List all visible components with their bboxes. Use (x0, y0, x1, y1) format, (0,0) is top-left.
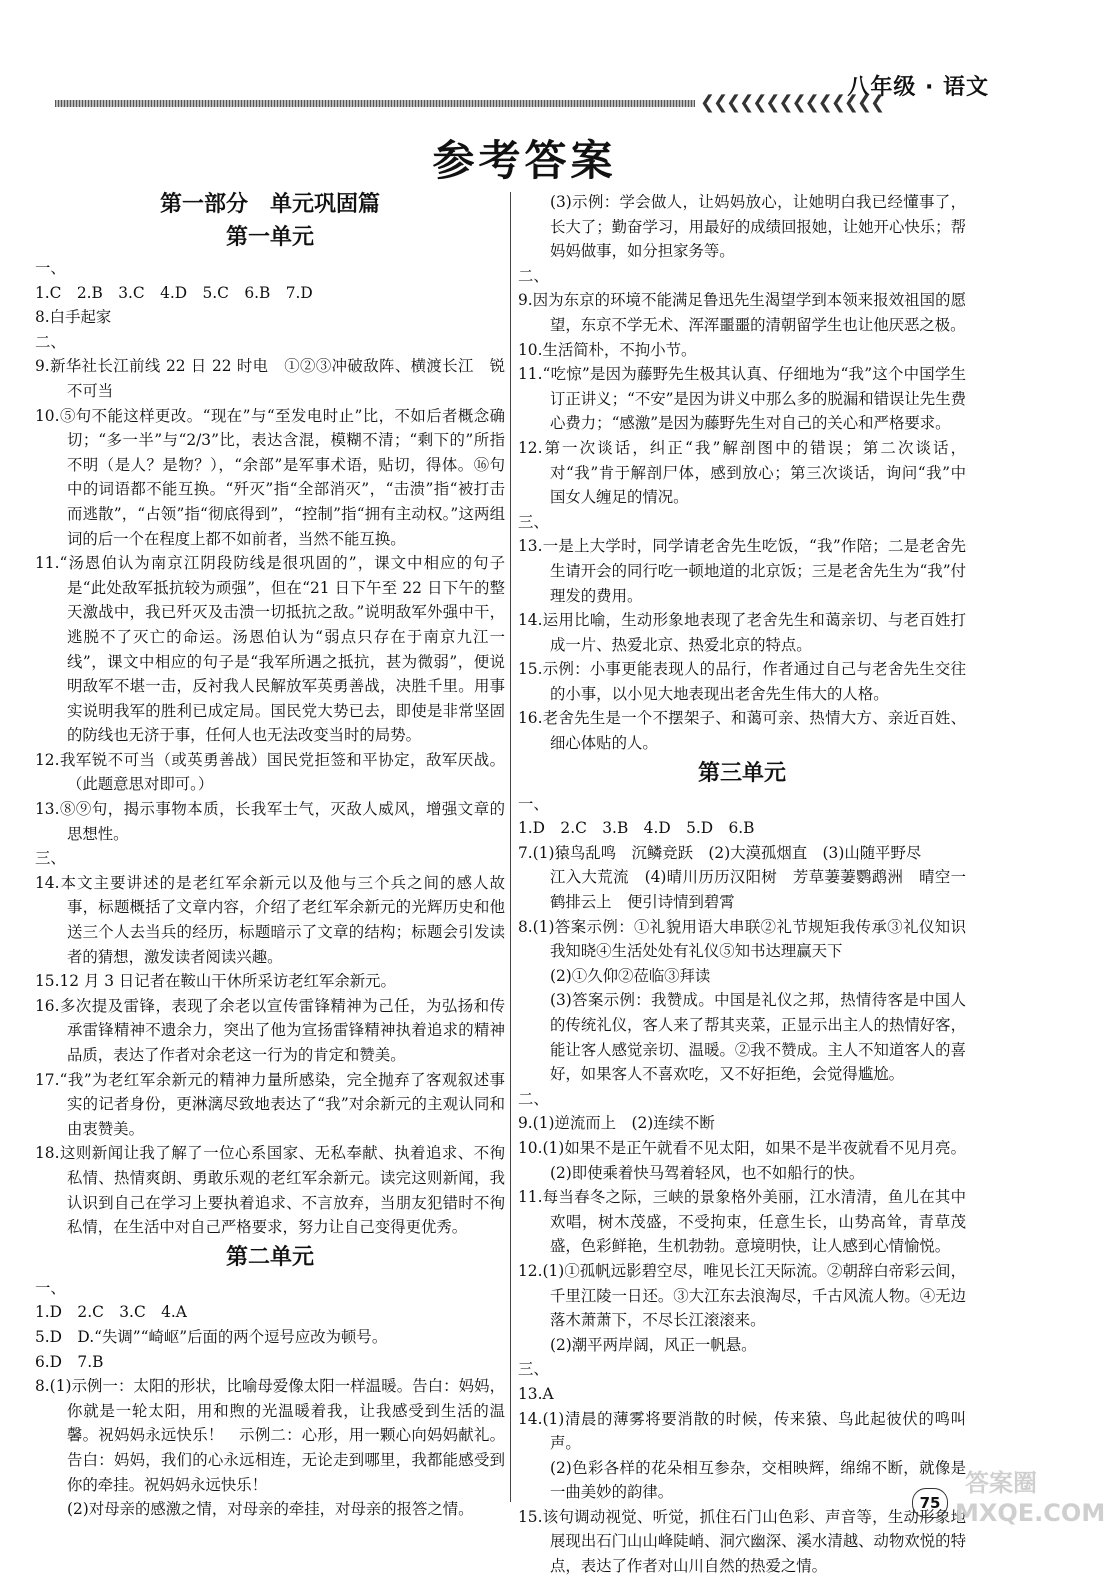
answer-line: (3)示例：学会做人，让妈妈放心，让她明白我已经懂事了，长大了；勤奋学习，用最好的成绩回报她，让她开心快乐；帮妈妈做事，如分担家务等。 (550, 193, 966, 261)
unit-1-title: 第一单元 (225, 225, 314, 250)
answer-line: 一、 (35, 1278, 66, 1297)
answer-line: 11.“汤恩伯认为南京江阴段防线是很巩固的”，课文中相应的句子是“此处敌军抵抗较为顽强”，但在“21 日下午至 22 日下午的整天激战中，我已歼灭及击溃一切抵抗之敌。”说明敌军外强中干，逃脱不了灭亡的命运。汤恩伯认为“弱点只存在于南京九江一线”，课文中相应的句子是“我军所遇之抵抗，甚为微弱”，便说明敌军不堪一击，反衬我人民解放军英勇善战，决胜千里。用事实说明我军的胜利已成定局。国民党大势已去，即使是非常坚固的防线也无济于事，任何人也无法改变当时的局势。 (35, 554, 505, 745)
page-header (0, 0, 1049, 120)
answer-line: 11.“吃惊”是因为藤野先生极其认真、仔细地为“我”这个中国学生订正讲义；“不安”是因为讲义中那么多的脱漏和错误让先生费心费力；“感激”是因为藤野先生对自己的关心和严格要求。 (518, 365, 966, 433)
answer-line: 10.⑤句不能这样更改。“现在”与“至发电时止”比，不如后者概念确切；“多一半”与“2/3”比，表达含混，模糊不清；“剩下的”所指不明（是人？是物？），“余部”是军事术语，贴切，得体。⑯句中的词语都不能互换。“歼灭”指“全部消灭”，“击溃”指“被打击而逃散”，“占领”指“彻底得到”，“控制”指“拥有主动权。”这两组词的后一个在程度上都不如前者，当然不能互换。 (35, 406, 505, 548)
answer-line: 14.运用比喻，生动形象地表现了老舍先生和蔼亲切、与老百姓打成一片、热爱北京、热爱北京的特点。 (518, 611, 966, 654)
answer-line: 9.新华社长江前线 22 日 22 时电 ①②③冲破敌阵、横渡长江 锐不可当 (35, 357, 505, 400)
answer-line: 8.(1)答案示例：①礼貌用语大串联②礼节规矩我传承③礼仪知识我知晓④生活处处有礼仪⑤知书达理赢天下 (518, 917, 966, 961)
page-number: 75 (912, 1488, 948, 1518)
answer-line: 11.每当春冬之际，三峡的景象格外美丽，江水清清，鱼儿在其中欢唱，树木茂盛，不受拘束，任意生长，山势高耸，青草茂盛，色彩鲜艳，生机勃勃。意境明快，让人感到心情愉悦。 (518, 1188, 966, 1256)
part-title: 第一部分 单元巩固篇 (159, 192, 380, 217)
answer-line: (2)潮平两岸阔，风正一帆悬。 (550, 1335, 757, 1354)
answer-line: 一、 (35, 259, 66, 277)
watermark-logo: 答案圈 MXQE.COM (955, 1469, 1105, 1527)
answer-line: 8.白手起家 (35, 308, 112, 327)
answer-line: 14.本文主要讲述的是老红军余新元以及他与三个兵之间的感人故事，标题概括了文章内容，介绍了老红军余新元的光辉历史和他送三个人去当兵的经历，标题暗示了文章的结构；标题会引发读者的猜想，激发读者阅读兴趣。 (35, 873, 505, 966)
answer-line: 一、 (518, 794, 549, 813)
answer-line: 14.(1)清晨的薄雾将要消散的时候，传来猿、鸟此起彼伏的鸣叫声。 (518, 1409, 966, 1453)
answer-line: 三、 (35, 849, 66, 868)
answer-line: 江入大荒流 (4)晴川历历汉阳树 芳草萋萋鹦鹉洲 晴空一鹤排云上 便引诗情到碧霄 (550, 868, 966, 912)
unit-2-answers (35, 1276, 505, 1522)
header-rule (55, 100, 695, 107)
answer-line: 16.多次提及雷锋，表现了余老以宣传雷锋精神为己任，为弘扬和传承雷锋精神不遗余力，突出了他为宣扬雷锋精神执着追求的精神品质，表达了作者对余老这一行为的肯定和赞美。 (35, 996, 505, 1064)
answer-line: 15.示例：小事更能表现人的品行，作者通过自己与老舍先生交往的小事，以小见大地表现出老舍先生伟大的人格。 (518, 660, 966, 703)
answer-line: (2)对母亲的感激之情，对母亲的牵挂，对母亲的报答之情。 (67, 1500, 474, 1519)
answer-line: 12.我军锐不可当（或英勇善战）国民党拒签和平协定，敌军厌战。（此题意思对即可。） (35, 750, 505, 794)
answer-line: 15.该句调动视觉、听觉，抓住石门山色彩、声音等，生动形象地展现出石门山山峰陡峭、洞穴幽深、溪水清越、动物欢悦的特点，表达了作者对山川自然的热爱之情。 (518, 1507, 966, 1576)
answer-line: 12.第一次谈话，纠正“我”解剖图中的错误；第二次谈话，对“我”肯于解剖尸体，感到放心；第三次谈话，询问“我”中国女人缠足的情况。 (518, 438, 966, 507)
page-title: 参考答案 (432, 136, 617, 185)
answer-line: 13.⑧⑨句，揭示事物本质，长我军士气，灭敌人威风，增强文章的思想性。 (35, 800, 505, 843)
answer-line: 6.D 7.B (35, 1352, 104, 1371)
answer-line: 16.老舍先生是一个不摆架子、和蔼可亲、热情大方、亲近百姓、细心体贴的人。 (518, 709, 966, 753)
answer-line: 18.这则新闻让我了解了一位心系国家、无私奉献、执着追求、不徇私情、热情爽朗、勇敢乐观的老红军余新元。读完这则新闻，我认识到自己在学习上要执着追求、不言放弃，当朋友犯错时不徇私情，在生活中对自己严格要求，努力让自己变得更优秀。 (35, 1144, 505, 1237)
answer-line: 二、 (518, 266, 549, 285)
answer-line: 7.(1)猿鸟乱鸣 沉鳞竞跃 (2)大漠孤烟直 (3)山随平野尽 (518, 843, 922, 862)
answer-line: 9.因为东京的环境不能满足鲁迅先生渴望学到本领来报效祖国的愿望，东京不学无术、浑浑噩噩的清朝留学生也让他厌恶之极。 (518, 291, 966, 334)
unit-3-title: 第三单元 (697, 760, 786, 786)
chevron-decoration-icon: ❮❮❮❮❮❮❮❮❮❮❮❮❮❮ (700, 92, 884, 113)
right-column (518, 190, 966, 1579)
answer-line: (2)色彩各样的花朵相互参杂，交相映辉，绵绵不断，就像是一曲美妙的韵律。 (550, 1458, 966, 1502)
answer-line: 1.C 2.B 3.C 4.D 5.C 6.B 7.D (35, 283, 313, 302)
answer-line: 10.生活简朴，不拘小节。 (518, 340, 697, 359)
answer-line: 1.D 2.C 3.B 4.D 5.D 6.B (518, 819, 755, 838)
answer-line: 二、 (35, 332, 66, 351)
answer-line: 5.D D.“失调”“崎岖”后面的两个逗号应改为顿号。 (35, 1327, 388, 1346)
column-divider (510, 192, 511, 1502)
grade-subject-label: 八年级 · 语文 (847, 75, 989, 100)
answer-line: 13.A (518, 1384, 554, 1403)
answer-line: 三、 (518, 512, 549, 531)
answer-line: (3)答案示例：我赞成。中国是礼仪之邦，热情待客是中国人的传统礼仪，客人来了帮其夹菜，正显示出主人的热情好客，能让客人感觉亲切、温暖。②我不赞成。主人不知道客人的喜好，如果客人不喜欢吃，又不好拒绝，会觉得尴尬。 (550, 991, 966, 1084)
answer-line: 三、 (518, 1360, 549, 1379)
unit-2-title: 第二单元 (225, 1244, 314, 1270)
answer-line: 15.12 月 3 日记者在鞍山干休所采访老红军余新元。 (35, 972, 396, 991)
left-column (35, 190, 505, 1522)
answer-line: 1.D 2.C 3.C 4.A (35, 1303, 187, 1322)
answer-line: 13.一是上大学时，同学请老舍先生吃饭，“我”作陪；二是老舍先生请开会的同行吃一顿地道的北京饭；三是老舍先生为“我”付理发的费用。 (518, 537, 966, 605)
answer-line: 17.“我”为老红军余新元的精神力量所感染，完全抛弃了客观叙述事实的记者身份，更淋漓尽致地表达了“我”对余新元的主观认同和由衷赞美。 (35, 1070, 505, 1138)
unit-1-answers (35, 256, 505, 1240)
answer-line: 二、 (518, 1089, 549, 1108)
answer-line: 8.(1)示例一：太阳的形状，比喻母爱像太阳一样温暖。告白：妈妈，你就是一轮太阳，用和煦的光温暖着我，让我感受到生活的温馨。祝妈妈永远快乐！ 示例二：心形，用一颗心向妈妈献礼。告白：妈妈，我们的心永远相连，无论走到哪里，我都能感受到你的牵挂。祝妈妈永远快乐！ (35, 1377, 505, 1494)
answer-line: 12.(1)①孤帆远影碧空尽，唯见长江天际流。②朝辞白帝彩云间，千里江陵一日还。③大江东去浪淘尽，千古风流人物。④无边落木萧萧下，不尽长江滚滚来。 (518, 1261, 966, 1330)
unit-2-answers-continued (518, 190, 966, 756)
answer-line: 9.(1)逆流而上 (2)连续不断 (518, 1114, 715, 1133)
answer-line: 10.(1)如果不是正午就看不见太阳，如果不是半夜就看不见月亮。(2)即使乘着快马驾着轻风，也不如船行的快。 (518, 1138, 966, 1182)
unit-3-answers (518, 792, 966, 1579)
answer-line: (2)①久仰②莅临③拜读 (550, 966, 711, 985)
